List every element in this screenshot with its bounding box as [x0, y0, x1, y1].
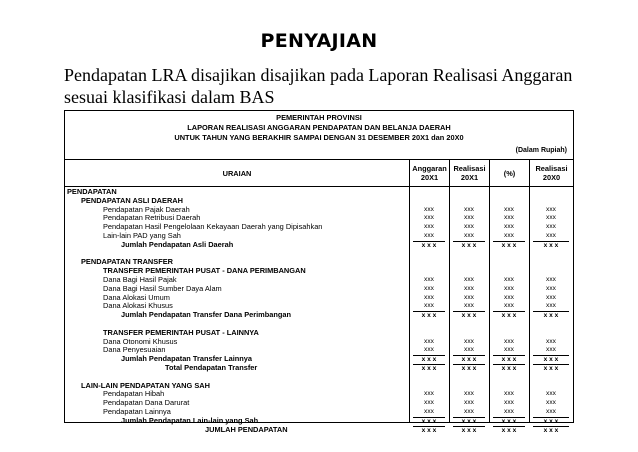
row-value: xxx: [546, 407, 556, 415]
row-value: xxx: [464, 399, 474, 407]
row-value: x x x: [533, 426, 569, 435]
column-header-realisasi-prev: Realisasi 20X0: [529, 160, 573, 186]
row-value: xxx: [504, 275, 514, 283]
row-value: xxx: [424, 223, 434, 231]
row-value: xxx: [504, 337, 514, 345]
row-label: Dana Otonomi Khusus: [103, 336, 178, 346]
row-value: xxx: [464, 293, 474, 301]
row-value: xxx: [504, 284, 514, 292]
report-header-period: UNTUK TAHUN YANG BERAKHIR SAMPAI DENGAN 31 DESEMBER 20X1 dan 20X0: [174, 133, 464, 142]
row-value: xxx: [464, 223, 474, 231]
row-value: xxx: [424, 346, 434, 354]
row-label: Pendapatan Lainnya: [103, 406, 171, 416]
row-value: xxx: [464, 231, 474, 239]
table-row: [65, 364, 573, 373]
row-label: Lain-lain PAD yang Sah: [103, 230, 181, 240]
row-label: Total Pendapatan Transfer: [165, 362, 258, 372]
row-value: x x x: [413, 364, 445, 373]
row-value: xxx: [546, 337, 556, 345]
row-label: Dana Alokasi Khusus: [103, 301, 173, 311]
row-value: xxx: [464, 205, 474, 213]
row-label: Jumlah Pendapatan Transfer Dana Perimbangan: [121, 310, 292, 320]
row-label: Pendapatan Hibah: [103, 389, 165, 399]
row-value: xxx: [504, 214, 514, 222]
row-value: xxx: [546, 346, 556, 354]
row-label: TRANSFER PEMERINTAH PUSAT - DANA PERIMBANGAN: [103, 266, 306, 276]
row-value: xxx: [464, 390, 474, 398]
row-value: xxx: [504, 346, 514, 354]
row-value: xxx: [504, 223, 514, 231]
row-value: xxx: [424, 399, 434, 407]
row-value: x x x: [413, 311, 445, 320]
row-value: xxx: [504, 390, 514, 398]
row-value: xxx: [464, 214, 474, 222]
row-value: x x x: [453, 311, 485, 320]
row-value: xxx: [546, 223, 556, 231]
row-value: xxx: [464, 284, 474, 292]
row-label: Pendapatan Dana Darurat: [103, 398, 190, 408]
table-row: [65, 241, 573, 250]
row-value: xxx: [546, 205, 556, 213]
column-header-uraian: URAIAN: [222, 168, 252, 178]
column-header-realisasi: Realisasi 20X1: [449, 160, 489, 186]
row-value: x x x: [413, 426, 445, 435]
row-value: xxx: [464, 337, 474, 345]
row-label: Dana Bagi Hasil Sumber Daya Alam: [103, 283, 222, 293]
table-row: [65, 426, 573, 435]
row-value: xxx: [546, 275, 556, 283]
row-value: xxx: [424, 284, 434, 292]
row-value: xxx: [546, 231, 556, 239]
row-value: xxx: [424, 337, 434, 345]
row-value: xxx: [464, 346, 474, 354]
row-value: xxx: [546, 284, 556, 292]
row-value: x x x: [413, 417, 445, 426]
slide-title: PENYAJIAN: [260, 30, 378, 52]
row-label: TRANSFER PEMERINTAH PUSAT - LAINNYA: [103, 327, 259, 337]
row-label: Jumlah Pendapatan Asli Daerah: [121, 239, 234, 249]
row-value: xxx: [504, 231, 514, 239]
report-header-title: LAPORAN REALISASI ANGGARAN PENDAPATAN DAN BELANJA DAERAH: [187, 123, 451, 132]
report-unit: (Dalam Rupiah): [515, 147, 567, 154]
row-value: xxx: [504, 205, 514, 213]
row-value: xxx: [424, 231, 434, 239]
slide-subtitle: Pendapatan LRA disajikan disajikan pada Laporan Realisasi Anggaran sesuai klasifikasi dalam BAS: [64, 65, 573, 107]
row-value: xxx: [424, 205, 434, 213]
row-label: Jumlah Pendapatan Transfer Lainnya: [121, 354, 253, 364]
report-rows: [65, 188, 573, 434]
row-value: x x x: [493, 355, 525, 364]
report-sheet: [64, 110, 574, 434]
row-value: x x x: [533, 355, 569, 364]
row-value: xxx: [504, 293, 514, 301]
row-value: xxx: [546, 399, 556, 407]
row-value: xxx: [424, 214, 434, 222]
row-value: x x x: [413, 241, 445, 250]
row-label: PENDAPATAN ASLI DAERAH: [81, 195, 183, 205]
row-value: x x x: [413, 355, 445, 364]
row-value: x x x: [493, 241, 525, 250]
row-value: xxx: [464, 275, 474, 283]
column-header-persen: (%): [489, 160, 529, 186]
row-value: x x x: [533, 241, 569, 250]
row-value: xxx: [504, 399, 514, 407]
row-value: xxx: [424, 407, 434, 415]
row-value: x x x: [453, 417, 485, 426]
row-label: Pendapatan Pajak Daerah: [103, 204, 190, 214]
row-value: x x x: [533, 311, 569, 320]
table-row: [65, 355, 573, 364]
row-value: xxx: [546, 293, 556, 301]
row-value: xxx: [504, 407, 514, 415]
row-value: x x x: [493, 364, 525, 373]
row-label: PENDAPATAN: [67, 187, 117, 196]
row-value: xxx: [424, 275, 434, 283]
row-value: xxx: [424, 390, 434, 398]
row-label: Dana Alokasi Umum: [103, 292, 170, 302]
row-value: x x x: [453, 241, 485, 250]
row-label: Dana Bagi Hasil Pajak: [103, 274, 177, 284]
row-label: Pendapatan Hasil Pengelolaan Kekayaan Daerah yang Dipisahkan: [103, 222, 323, 232]
row-label: Jumlah Pendapatan Lain-lain yang Sah: [121, 415, 259, 425]
row-value: xxx: [464, 407, 474, 415]
row-value: x x x: [493, 311, 525, 320]
row-value: x x x: [533, 417, 569, 426]
row-label: LAIN-LAIN PENDAPATAN YANG SAH: [81, 380, 210, 390]
column-header-anggaran: Anggaran 20X1: [409, 160, 449, 186]
table-row: [65, 417, 573, 426]
row-value: xxx: [424, 302, 434, 310]
row-value: x x x: [453, 364, 485, 373]
row-value: xxx: [464, 302, 474, 310]
row-label: Pendapatan Retribusi Daerah: [103, 213, 201, 223]
row-value: x x x: [493, 417, 525, 426]
row-value: x x x: [453, 426, 485, 435]
row-value: xxx: [504, 302, 514, 310]
row-value: xxx: [546, 214, 556, 222]
row-label: Dana Penyesuaian: [103, 345, 166, 355]
table-row: [65, 311, 573, 320]
row-value: x x x: [533, 364, 569, 373]
row-value: xxx: [424, 293, 434, 301]
row-value: xxx: [546, 390, 556, 398]
row-label: JUMLAH PENDAPATAN: [205, 424, 288, 434]
row-label: PENDAPATAN TRANSFER: [81, 257, 173, 267]
report-header-government: PEMERINTAH PROVINSI: [276, 113, 362, 122]
row-value: x x x: [493, 426, 525, 435]
row-value: x x x: [453, 355, 485, 364]
column-header-row: [65, 159, 573, 187]
row-value: xxx: [546, 302, 556, 310]
